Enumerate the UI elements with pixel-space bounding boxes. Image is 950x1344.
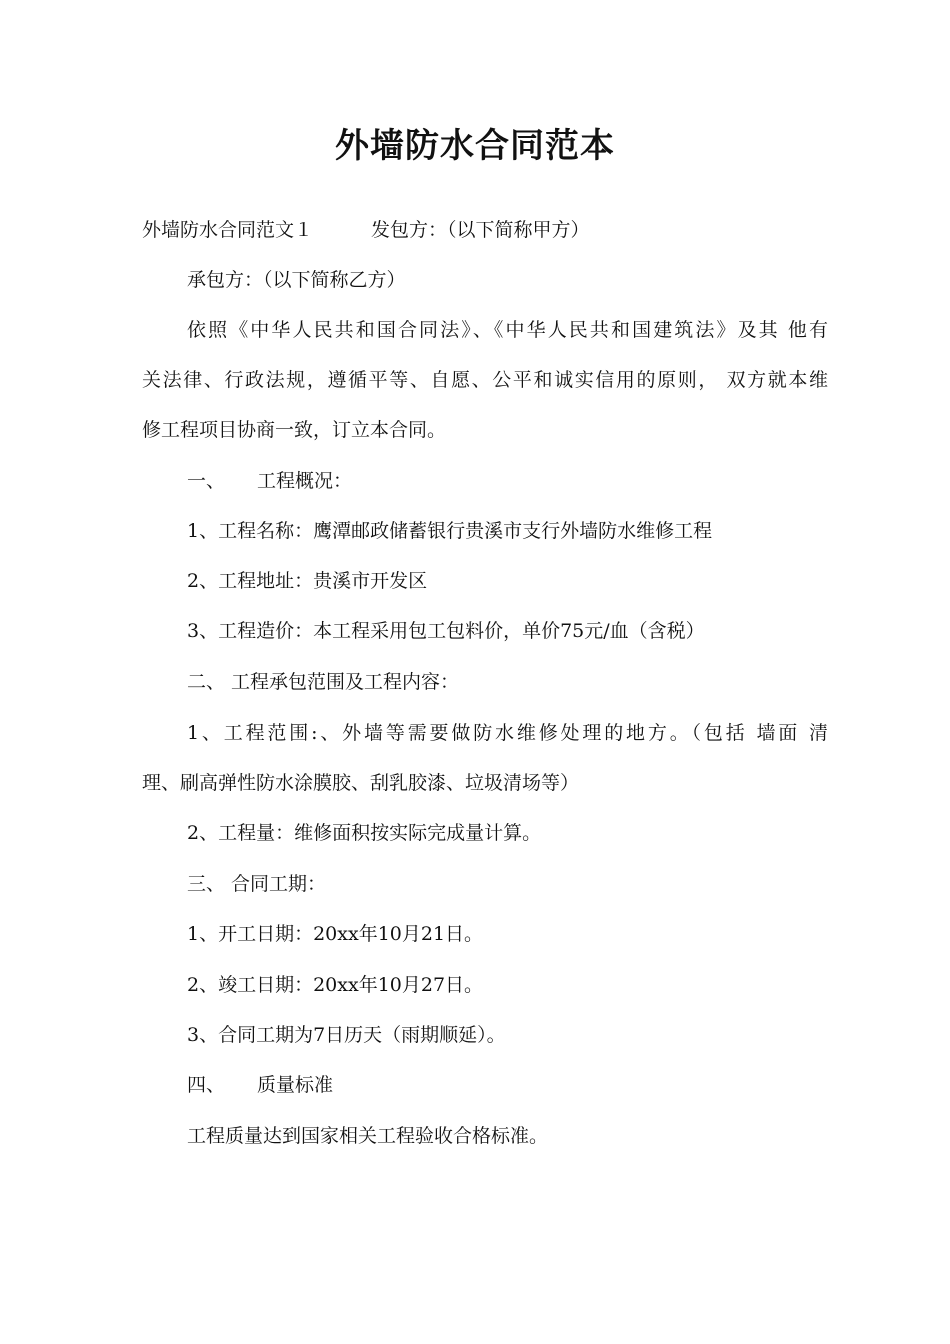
intro-paragraph-line-3: 修工程项目协商一致，订立本合同。	[142, 419, 447, 441]
scope-line-1: 1、工程范围:、外墙等需要做防水维修处理的地方。（包括 墙面 清	[187, 722, 828, 744]
contract-duration: 3、合同工期为7日历天（雨期顺延）。	[187, 1024, 506, 1046]
intro-paragraph-line-1: 依照《中华人民共和国合同法》、《中华人民共和国建筑法》及其 他有	[187, 319, 828, 341]
section-4-heading	[187, 1071, 333, 1099]
section-3-heading: 三、 合同工期：	[187, 873, 327, 895]
completion-date: 2、竣工日期：20xx年10月27日。	[187, 974, 484, 996]
header-line	[142, 216, 590, 244]
project-name: 1、工程名称：鹰潭邮政储蓄银行贵溪市支行外墙防水维修工程	[187, 520, 713, 542]
section-4-title: 质量标准	[257, 1074, 334, 1096]
section-1-title: 工程概况：	[257, 470, 353, 492]
document-label: 外墙防水合同范文１	[142, 219, 314, 241]
employer-party: 发包方：（以下简称甲方）	[371, 219, 590, 241]
scope-line-2: 理、刷高弹性防水涂膜胶、刮乳胶漆、垃圾清场等）	[142, 772, 580, 794]
intro-paragraph-line-2: 关法律、行政法规，遵循平等、自愿、公平和诚实信用的原则， 双方就本维	[142, 369, 828, 391]
project-cost: 3、工程造价：本工程采用包工包料价，单价75元/血（含税）	[187, 620, 705, 642]
section-4-number: 四、	[187, 1074, 226, 1096]
contractor-party: 承包方：（以下简称乙方）	[187, 269, 406, 291]
project-address: 2、工程地址：贵溪市开发区	[187, 570, 428, 592]
start-date: 1、开工日期：20xx年10月21日。	[187, 923, 484, 945]
page-title: 外墙防水合同范本	[335, 126, 615, 166]
quality-standard: 工程质量达到国家相关工程验收合格标准。	[187, 1125, 549, 1147]
section-1-heading	[187, 467, 352, 495]
section-2-heading: 二、 工程承包范围及工程内容：	[187, 671, 460, 693]
work-quantity: 2、工程量：维修面积按实际完成量计算。	[187, 822, 542, 844]
section-1-number: 一、	[187, 470, 226, 492]
